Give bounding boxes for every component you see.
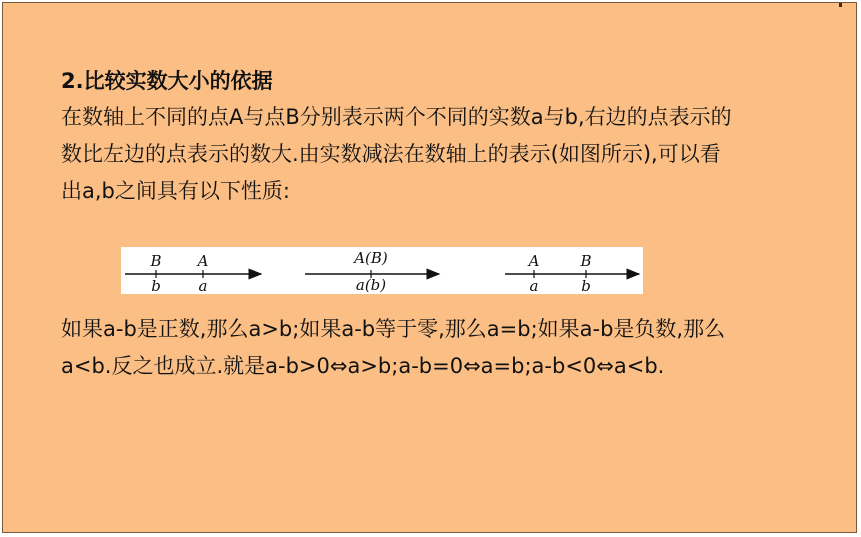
number-line-1 — [125, 252, 261, 294]
number-line-diagram — [121, 247, 643, 294]
paragraph-line: 数比左边的点表示的数大.由实数减法在数轴上的表示(如图所示),可以看 — [61, 142, 721, 166]
value-label: a(b) — [355, 276, 387, 294]
value-label: a — [198, 277, 208, 294]
number-lines-svg — [121, 247, 643, 294]
corner-mark — [839, 3, 842, 7]
slide — [2, 2, 857, 533]
number-line-2 — [305, 249, 439, 294]
conclusion-paragraph — [61, 311, 851, 385]
paragraph-line: 如果a-b是正数,那么a>b;如果a-b等于零,那么a=b;如果a-b是负数,那么 — [61, 317, 726, 341]
point-label: B — [150, 252, 162, 270]
paragraph-line: 在数轴上不同的点A与点B分别表示两个不同的实数a与b,右边的点表示的 — [61, 105, 732, 129]
point-label: A(B) — [354, 249, 388, 267]
point-label: A — [528, 252, 540, 270]
section-title: 2.比较实数大小的依据 — [61, 69, 273, 93]
number-line-3 — [505, 252, 639, 294]
value-label: a — [529, 277, 539, 294]
point-label: B — [580, 252, 592, 270]
value-label: b — [581, 277, 591, 294]
value-label: b — [151, 277, 161, 294]
paragraph-line: 出a,b之间具有以下性质: — [61, 179, 290, 203]
intro-paragraph — [61, 99, 851, 210]
point-label: A — [197, 252, 209, 270]
paragraph-line: a<b.反之也成立.就是a-b>0⇔a>b;a-b=0⇔a=b;a-b<0⇔a<b. — [61, 354, 665, 378]
